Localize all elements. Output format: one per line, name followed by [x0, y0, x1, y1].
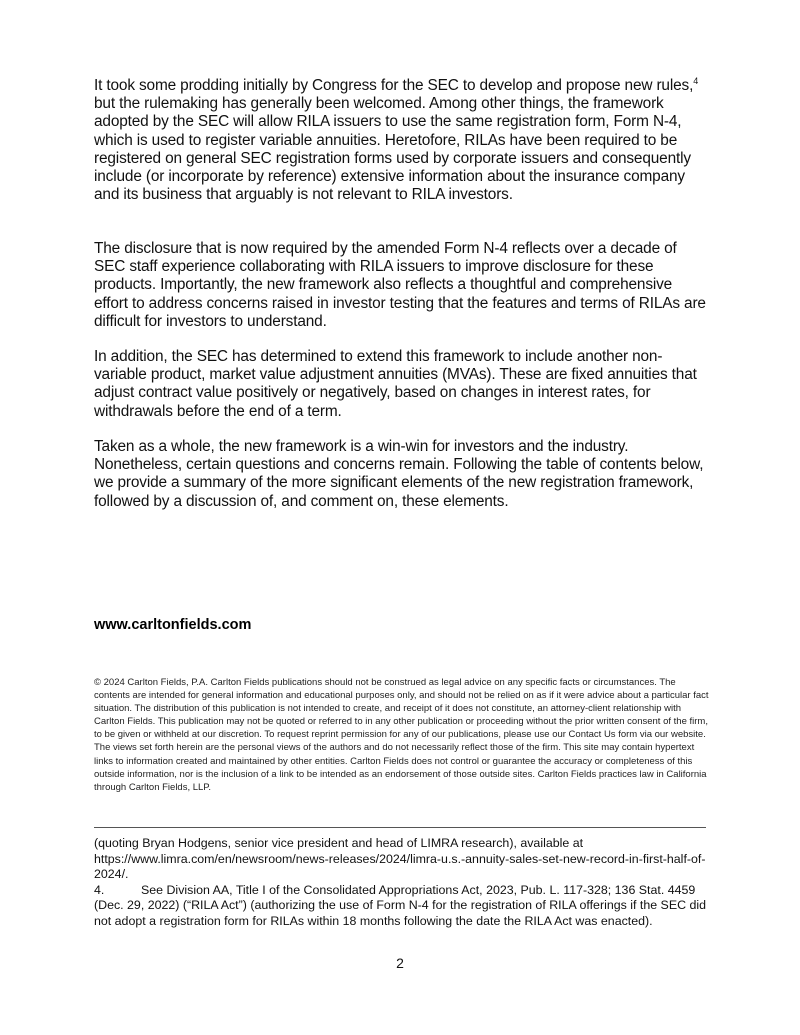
paragraph-disclosure: The disclosure that is now required by the amended Form N-4 reflects over a decade of SEC staff experience collaborating with RILA issuers to improve disclosure for these products. Importantly, the new framework also reflects a thoughtful and comprehensive effort to address concerns raised in investor testing that the features and terms of RILAs are difficult for investors to understand.	[94, 240, 706, 330]
legal-disclaimer: © 2024 Carlton Fields, P.A. Carlton Fields publications should not be construed as legal advice on any specific facts or circumstances. The contents are intended for general information and educational purposes only, and should not be relied on as if it were advice about a particular fact situation. The distribution of this publication is not intended to create, and receipt of it does not constitute, an attorney-client relationship with Carlton Fields. This publication may not be quoted or referred to in any other publication or proceeding without the prior written consent of the firm, to be given or withheld at our discretion. To request reprint permission for any of our publications, please use our Contact Us form via our website. The views set forth herein are the personal views of the authors and do not necessarily reflect those of the firm. This site may contain hypertext links to information created and maintained by other entities. Carlton Fields does not control or guarantee the accuracy or completeness of this outside information, nor is the inclusion of a link to be intended as an endorsement of those outside sites. Carlton Fields practices law in California through Carlton Fields, LLP.	[94, 677, 709, 793]
footnote-continuation: (quoting Bryan Hodgens, senior vice president and head of LIMRA research), available at https://www.limra.com/en/newsroom/news-releases/2024/limra-u.s.-annuity-sales-set-new-record-in-first-half-of-2024/.	[94, 836, 706, 882]
paragraph-rulemaking-text-end: but the rulemaking has generally been welcomed. Among other things, the framework adopted by the SEC will allow RILA issuers to use the same registration form, Form N-4, which is used to register variable annuities. Heretofore, RILAs have been required to be registered on general SEC registration forms used by corporate issuers and consequently include (or incorporate by reference) extensive information about the insurance company and its business that arguably is not relevant to RILA investors.	[94, 95, 691, 204]
footnote-reference-4[interactable]: 4	[693, 76, 699, 86]
paragraph-rulemaking	[94, 77, 710, 204]
page-number: 2	[396, 955, 404, 971]
footnote-divider	[94, 827, 706, 828]
footnote-4	[94, 883, 712, 930]
footnote-4-number: 4.	[94, 882, 105, 897]
footnote-4-text: See Division AA, Title I of the Consolidated Appropriations Act, 2023, Pub. L. 117-328; 136 Stat. 4459 (Dec. 29, 2022) (“RILA Act”) (authorizing the use of Form N-4 for the registration of RILA offerings if the SEC did not adopt a registration form for RILAs within 18 months following the date the RILA Act was enacted).	[94, 882, 707, 928]
paragraph-rulemaking-text-start: It took some prodding initially by Congress for the SEC to develop and propose new rules,	[94, 77, 694, 94]
footnotes-section	[94, 836, 712, 930]
paragraph-summary: Taken as a whole, the new framework is a win-win for investors and the industry. Nonetheless, certain questions and concerns remain. Following the table of contents below, we provide a summary of the more significant elements of the new registration framework, followed by a discussion of, and comment on, these elements.	[94, 438, 704, 510]
paragraph-mva-extension: In addition, the SEC has determined to extend this framework to include another non-variable product, market value adjustment annuities (MVAs). These are fixed annuities that adjust contract value positively or negatively, based on changes in interest rates, for withdrawals before the end of a term.	[94, 348, 697, 420]
website-link[interactable]: www.carltonfields.com	[94, 617, 252, 633]
